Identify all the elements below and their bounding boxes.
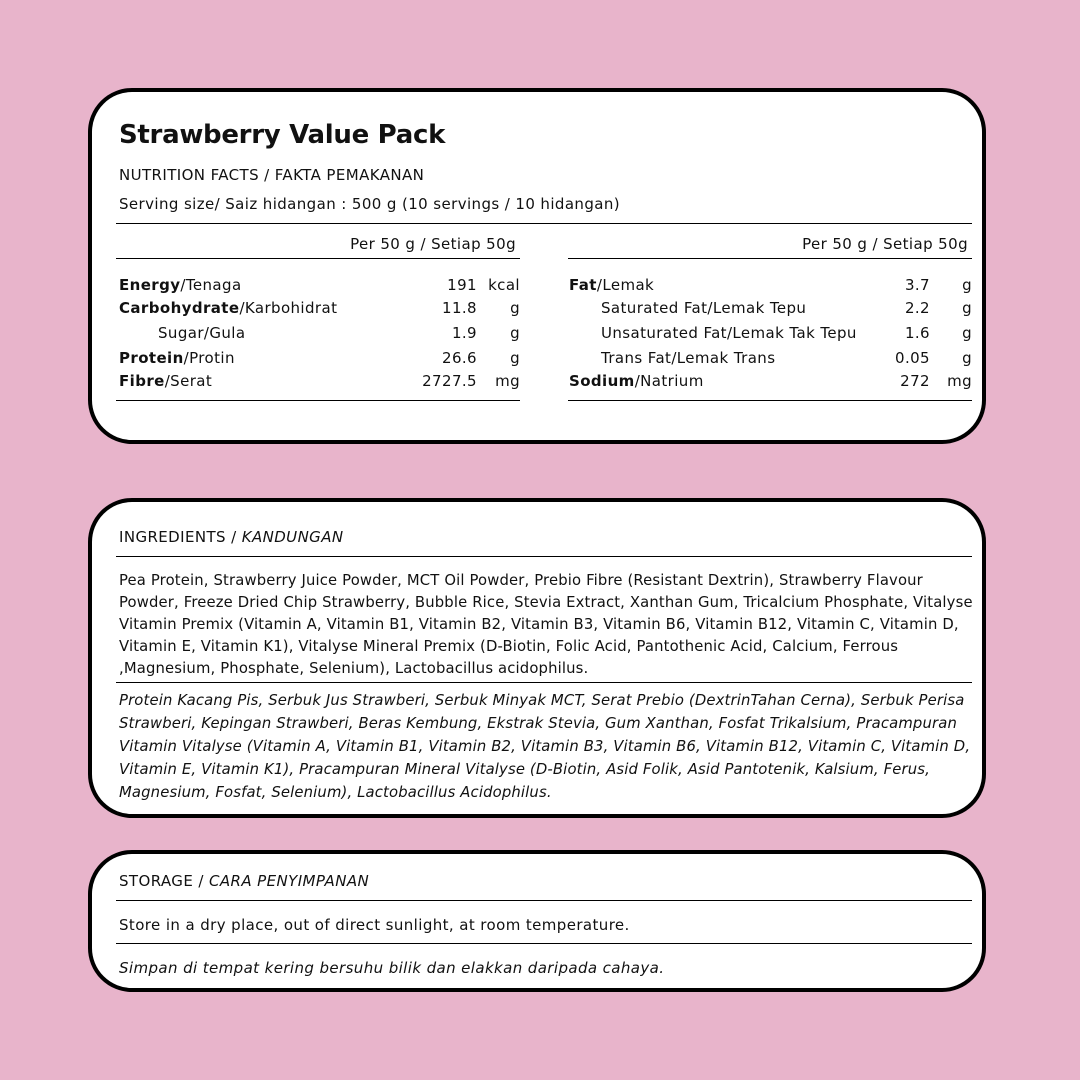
divider (568, 400, 972, 401)
nutrient-label (569, 276, 654, 294)
nutrient-unit: g (510, 324, 520, 342)
divider (568, 258, 972, 259)
nutrient-name: Saturated Fat/Lemak Tepu (601, 299, 807, 317)
nutrient-value: 1.6 (904, 324, 930, 342)
nutrient-name: /Lemak (596, 276, 655, 294)
divider (116, 556, 972, 557)
nutrient-name-bold: Carbohydrate (119, 299, 240, 317)
nutrient-name: Sugar/Gula (158, 324, 246, 342)
divider (116, 682, 972, 683)
storage-text-en: Store in a dry place, out of direct sunlight, at room temperature. (119, 916, 630, 934)
nutrient-value: 26.6 (442, 349, 477, 367)
nutrition-subtitle: NUTRITION FACTS / FAKTA PEMAKANAN (119, 166, 425, 184)
nutrient-name: Unsaturated Fat/Lemak Tak Tepu (601, 324, 857, 342)
nutrient-unit: g (962, 349, 972, 367)
nutrient-value: 3.7 (904, 276, 930, 294)
nutrient-unit: kcal (488, 276, 520, 294)
ingredients-text-en: Pea Protein, Strawberry Juice Powder, MCT Oil Powder, Prebio Fibre (Resistant Dextrin), Strawberry Flavour Powder, Freeze Dried Chip Strawberry, Bubble Rice, Stevia Extract, Xanthan Gum, Tricalcium Phosphate, Vitalyse Vitamin Premix (Vitamin A, Vitamin B1, Vitamin B2, Vitamin B3, Vitamin B6, Vitamin B12, Vitamin C, Vitamin D, Vitamin E, Vitamin K1), Vitalyse Mineral Premix (D-Biotin, Folic Acid, Pantothenic Acid, Calcium, Ferrous ,Magnesium, Phosphate, Selenium), Lactobacillus acidophilus. (119, 572, 973, 677)
nutrient-name: /Natrium (634, 372, 704, 390)
storage-heading (119, 872, 369, 890)
nutrient-label (569, 372, 704, 390)
ingredients-heading (119, 528, 344, 546)
nutrient-name-bold: Fat (569, 276, 597, 294)
nutrient-unit: g (962, 324, 972, 342)
divider (116, 400, 520, 401)
nutrient-name-bold: Protein (119, 349, 184, 367)
storage-heading-ms: CARA PENYIMPANAN (209, 872, 370, 890)
nutrient-name-bold: Sodium (569, 372, 635, 390)
nutrient-value: 0.05 (895, 349, 930, 367)
storage-heading-en: STORAGE / (119, 872, 209, 890)
nutrient-unit: mg (947, 372, 972, 390)
ingredients-heading-en: INGREDIENTS / (119, 528, 242, 546)
divider (116, 900, 972, 901)
nutrient-name: /Karbohidrat (239, 299, 338, 317)
product-title: Strawberry Value Pack (119, 120, 446, 150)
nutrient-name: /Protin (183, 349, 235, 367)
nutrient-name-bold: Fibre (119, 372, 165, 390)
nutrient-value: 11.8 (442, 299, 477, 317)
nutrient-label (601, 299, 806, 317)
nutrient-value: 272 (900, 372, 930, 390)
nutrient-value: 191 (447, 276, 477, 294)
nutrient-label (158, 324, 245, 342)
left-column-header: Per 50 g / Setiap 50g (350, 235, 516, 253)
nutrient-name-bold: Energy (119, 276, 181, 294)
nutrient-unit: g (510, 299, 520, 317)
divider (116, 258, 520, 259)
nutrient-name: /Serat (164, 372, 213, 390)
nutrient-label (119, 349, 235, 367)
ingredients-card (88, 498, 986, 818)
ingredients-text-ms: Protein Kacang Pis, Serbuk Jus Strawberi, Serbuk Minyak MCT, Serat Prebio (DextrinTahan Cerna), Serbuk Perisa Strawberi, Kepingan Strawberi, Beras Kembung, Ekstrak Stevia, Gum Xanthan, Fosfat Trikalsium, Pracampuran Vitamin Vitalyse (Vitamin A, Vitamin B1, Vitamin B2, Vitamin B3, Vitamin B6, Vitamin B12, Vitamin C, Vitamin D, Vitamin E, Vitamin K1), Pracampuran Mineral Vitalyse (D-Biotin, Asid Folik, Asid Pantotenik, Kalsium, Ferus, Magnesium, Fosfat, Selenium), Lactobacillus Acidophilus. (119, 692, 971, 801)
storage-card (88, 850, 986, 992)
ingredients-heading-ms: KANDUNGAN (241, 528, 344, 546)
nutrient-label (601, 324, 857, 342)
nutrient-value: 1.9 (451, 324, 477, 342)
nutrient-label (119, 299, 337, 317)
nutrition-facts-card (88, 88, 986, 444)
nutrient-label (119, 372, 212, 390)
nutrient-label (601, 349, 775, 367)
nutrient-unit: g (510, 349, 520, 367)
nutrient-unit: mg (495, 372, 520, 390)
divider (116, 223, 972, 224)
nutrient-value: 2.2 (904, 299, 930, 317)
nutrient-name: /Tenaga (180, 276, 242, 294)
nutrient-unit: g (962, 299, 972, 317)
nutrient-value: 2727.5 (422, 372, 477, 390)
storage-text-ms: Simpan di tempat kering bersuhu bilik dan elakkan daripada cahaya. (119, 959, 665, 977)
right-column-header: Per 50 g / Setiap 50g (802, 235, 968, 253)
nutrient-label (119, 276, 242, 294)
divider (116, 943, 972, 944)
nutrient-unit: g (962, 276, 972, 294)
nutrient-name: Trans Fat/Lemak Trans (601, 349, 776, 367)
serving-size: Serving size/ Saiz hidangan : 500 g (10 servings / 10 hidangan) (119, 195, 620, 213)
